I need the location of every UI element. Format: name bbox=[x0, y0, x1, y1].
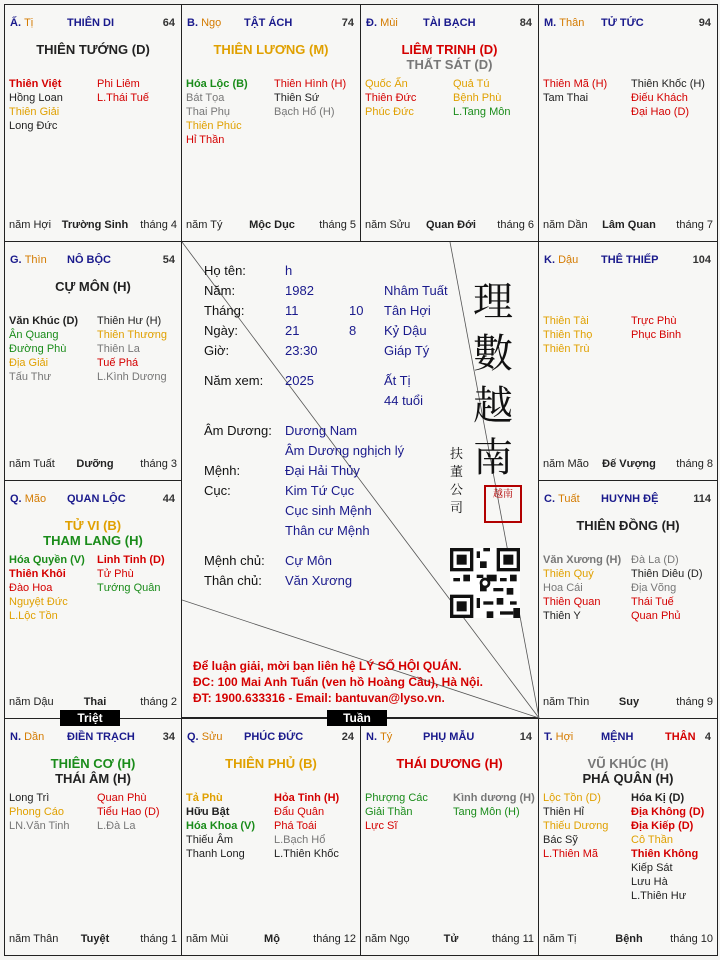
day-can: Kỷ Dậu bbox=[384, 323, 427, 338]
minor-star: Địa Giải bbox=[9, 357, 49, 369]
cuc-label: Cục: bbox=[204, 483, 231, 498]
minor-star: Thiên Khôi bbox=[9, 568, 66, 580]
palace-cell-than bbox=[538, 4, 718, 242]
minor-star: Quan Phù bbox=[97, 792, 147, 804]
minor-star: Phục Binh bbox=[631, 329, 682, 341]
cell-number: 44 bbox=[162, 493, 175, 505]
minor-star: Hỉ Thần bbox=[186, 134, 225, 146]
cell-month: tháng 9 bbox=[676, 696, 713, 708]
cell-footer bbox=[5, 933, 181, 947]
minor-star: Địa Không (D) bbox=[631, 806, 705, 818]
cell-month: tháng 12 bbox=[313, 933, 356, 945]
cell-stage: Tuyệt bbox=[80, 933, 110, 945]
cell-header bbox=[539, 17, 717, 31]
year-value: 1982 bbox=[285, 283, 314, 298]
cell-month: tháng 7 bbox=[676, 219, 713, 231]
minor-star: Bác Sỹ bbox=[543, 834, 578, 846]
contact-line2: ĐC: 100 Mai Anh Tuấn (ven hồ Hoàng Cầu), Hà Nội. bbox=[193, 675, 484, 689]
cell-palace: PHÚC ĐỨC bbox=[244, 731, 304, 743]
cell-header bbox=[5, 493, 181, 507]
minor-star: Tả Phù bbox=[186, 792, 223, 804]
minor-star: Hỏa Tinh (H) bbox=[274, 792, 340, 804]
cell-pos-code: C. bbox=[544, 493, 555, 505]
contact-line3: ĐT: 1900.633316 - Email: bantuvan@lyso.vn. bbox=[193, 691, 445, 705]
cell-footer bbox=[539, 458, 717, 472]
cell-year: năm Dần bbox=[543, 219, 588, 231]
cell-footer bbox=[182, 219, 360, 233]
cell-year: năm Hợi bbox=[9, 219, 52, 231]
minor-star: Tam Thai bbox=[543, 92, 589, 104]
minor-star: Tuế Phá bbox=[97, 357, 139, 369]
cell-month: tháng 2 bbox=[140, 696, 177, 708]
palace-cell-ty bbox=[4, 4, 182, 242]
month-label: Tháng: bbox=[204, 303, 245, 318]
cell-stage: Suy bbox=[618, 696, 640, 708]
cell-header bbox=[182, 17, 360, 31]
minor-star: Thiên Hình (H) bbox=[274, 78, 347, 90]
cell-header bbox=[539, 731, 717, 745]
cell-palace: MỆNH bbox=[601, 731, 634, 743]
cell-palace-than: THÂN bbox=[665, 731, 696, 743]
cell-number: 114 bbox=[693, 493, 711, 505]
minor-star: L.Đà La bbox=[97, 820, 136, 832]
cell-palace: NÔ BỘC bbox=[67, 254, 111, 266]
cell-stage: Dưỡng bbox=[76, 458, 114, 470]
minor-star: Bệnh Phù bbox=[453, 92, 502, 104]
palace-cell-dan bbox=[4, 718, 182, 956]
cell-header bbox=[361, 17, 538, 31]
minor-star: Linh Tinh (D) bbox=[97, 554, 165, 566]
palace-cell-dau bbox=[538, 241, 718, 481]
minor-star: Thái Tuế bbox=[631, 596, 674, 608]
minor-star: Đà La (D) bbox=[631, 554, 679, 566]
cell-month: tháng 6 bbox=[497, 219, 534, 231]
cell-position bbox=[10, 17, 33, 29]
cell-palace: THIÊN DI bbox=[67, 17, 115, 29]
cell-header bbox=[5, 254, 181, 268]
cell-pos-code: M. bbox=[544, 17, 557, 29]
minor-star: Phúc Đức bbox=[365, 106, 414, 118]
minor-star: Đào Hoa bbox=[9, 582, 53, 594]
menh-label: Mệnh: bbox=[204, 463, 241, 478]
minor-star: Hóa Kị (D) bbox=[631, 792, 685, 804]
thanchu-label: Thân chủ: bbox=[204, 573, 262, 588]
minor-star: Lộc Tồn (D) bbox=[543, 792, 601, 804]
minor-star: Ân Quang bbox=[9, 329, 59, 341]
cell-header bbox=[539, 493, 717, 507]
cell-pos-code: B. bbox=[187, 17, 198, 29]
cell-footer bbox=[5, 696, 181, 710]
view-year-label: Năm xem: bbox=[204, 373, 264, 388]
cell-pos-code: Ấ. bbox=[10, 17, 21, 29]
cell-position bbox=[544, 254, 578, 266]
menhchu-value: Cự Môn bbox=[285, 553, 332, 568]
minor-star: Thiên Việt bbox=[9, 78, 62, 90]
amduong-note: Âm Dương nghịch lý bbox=[285, 443, 405, 458]
main-star: THAM LANG (H) bbox=[43, 533, 143, 548]
minor-star: Phong Cáo bbox=[9, 806, 65, 818]
cell-footer bbox=[539, 696, 717, 710]
minor-star: Thiên Quý bbox=[543, 568, 594, 580]
main-star: THIÊN ĐỒNG (H) bbox=[576, 518, 680, 533]
minor-star: Nguyệt Đức bbox=[9, 596, 68, 608]
minor-star: Quả Tú bbox=[453, 78, 490, 90]
cell-position bbox=[544, 17, 584, 29]
minor-star: Thiếu Dương bbox=[543, 820, 609, 832]
cell-stage: Đế Vượng bbox=[602, 458, 656, 470]
minor-star: Tiểu Hao (D) bbox=[97, 806, 160, 818]
minor-star: Bát Tọa bbox=[186, 92, 225, 104]
palace-cell-hoi bbox=[538, 718, 718, 956]
minor-star: Điếu Khách bbox=[631, 92, 688, 104]
minor-star: Thiên Quan bbox=[543, 596, 601, 608]
cell-branch: Tý bbox=[380, 731, 393, 743]
cell-position bbox=[366, 17, 398, 29]
cell-branch: Hợi bbox=[555, 731, 574, 743]
cell-number: 54 bbox=[162, 254, 175, 266]
cell-stage: Trường Sinh bbox=[61, 219, 129, 231]
cell-number: 94 bbox=[698, 17, 711, 29]
main-star: THÁI DƯƠNG (H) bbox=[396, 756, 503, 771]
amduong-value: Dương Nam bbox=[285, 423, 358, 438]
cell-branch: Dần bbox=[24, 731, 45, 743]
cell-year: năm Thìn bbox=[543, 696, 590, 708]
minor-star: LN.Văn Tinh bbox=[9, 820, 70, 832]
cell-year: năm Mùi bbox=[186, 933, 229, 945]
cell-pos-code: Đ. bbox=[366, 17, 377, 29]
cell-month: tháng 10 bbox=[670, 933, 713, 945]
cell-footer bbox=[5, 219, 181, 233]
cell-number: 14 bbox=[519, 731, 532, 743]
minor-star: L.Thiên Hư bbox=[631, 890, 687, 902]
minor-star: Phá Toái bbox=[274, 820, 317, 832]
minor-star: Thiên Khốc (H) bbox=[631, 78, 705, 90]
cell-branch: Thân bbox=[559, 17, 585, 29]
cuc-value: Kim Tứ Cục bbox=[285, 483, 355, 498]
minor-star: Kiếp Sát bbox=[631, 862, 673, 874]
cell-footer bbox=[182, 933, 360, 947]
cell-branch: Ngọ bbox=[201, 17, 222, 29]
main-star: CỰ MÔN (H) bbox=[55, 279, 131, 294]
cell-header bbox=[5, 731, 181, 745]
cell-position bbox=[544, 731, 573, 743]
minor-star: Hồng Loan bbox=[9, 92, 63, 104]
cell-branch: Dậu bbox=[558, 254, 579, 266]
cell-footer bbox=[5, 458, 181, 472]
minor-star: Tướng Quân bbox=[97, 582, 161, 594]
minor-star: Đường Phù bbox=[9, 343, 67, 355]
amduong-label: Âm Dương: bbox=[204, 423, 272, 438]
year-can: Nhâm Tuất bbox=[384, 283, 448, 298]
minor-star: Thiên Giải bbox=[9, 106, 60, 118]
cell-month: tháng 3 bbox=[140, 458, 177, 470]
menh-value: Đại Hải Thủy bbox=[285, 463, 360, 478]
cell-branch: Mão bbox=[24, 493, 47, 505]
cell-stage: Quan Đới bbox=[426, 219, 476, 231]
cell-pos-code: N. bbox=[10, 731, 21, 743]
minor-star: Tang Môn (H) bbox=[453, 806, 520, 818]
cell-palace: QUAN LỘC bbox=[67, 493, 126, 505]
calligraphy-sub: 扶董公司 bbox=[450, 447, 464, 516]
minor-star: Thiếu Âm bbox=[186, 834, 234, 846]
minor-star: Hữu Bật bbox=[186, 806, 230, 818]
minor-star: Thiên Không bbox=[631, 848, 699, 860]
main-star: THẤT SÁT (D) bbox=[406, 57, 493, 72]
cell-footer bbox=[361, 933, 538, 947]
main-star: THIÊN TƯỚNG (D) bbox=[36, 42, 150, 57]
cell-stage: Mộ bbox=[264, 933, 280, 945]
cell-pos-code: T. bbox=[544, 731, 553, 743]
cell-month: tháng 8 bbox=[676, 458, 713, 470]
age-value: 44 tuổi bbox=[384, 393, 424, 408]
year-label: Năm: bbox=[204, 283, 236, 298]
cell-position bbox=[10, 731, 44, 743]
cell-pos-code: N. bbox=[366, 731, 377, 743]
cell-month: tháng 1 bbox=[140, 933, 177, 945]
tuan-tag: Tuần bbox=[327, 710, 387, 726]
minor-star: Thiên Hư (H) bbox=[97, 315, 162, 327]
minor-star: Thiên Thương bbox=[97, 329, 168, 341]
name-label: Họ tên: bbox=[204, 263, 246, 278]
palace-cell-suu bbox=[181, 718, 361, 956]
menhchu-label: Mệnh chủ: bbox=[204, 553, 265, 568]
minor-star: L.Thiên Khốc bbox=[274, 848, 339, 860]
cell-palace: PHỤ MẪU bbox=[423, 731, 475, 743]
cell-header bbox=[361, 731, 538, 745]
cell-year: năm Sửu bbox=[365, 219, 411, 231]
cell-branch: Mùi bbox=[380, 17, 398, 29]
palace-cell-mui bbox=[360, 4, 539, 242]
cell-position bbox=[187, 731, 223, 743]
hour-can: Giáp Tý bbox=[384, 343, 430, 358]
minor-star: Bạch Hổ (H) bbox=[274, 106, 335, 118]
cell-position bbox=[187, 17, 221, 29]
palace-cell-thin bbox=[4, 241, 182, 481]
cell-palace: TẬT ÁCH bbox=[244, 17, 293, 29]
minor-star: Long Trì bbox=[9, 792, 50, 804]
cell-footer bbox=[539, 933, 717, 947]
minor-star: Long Đức bbox=[9, 120, 58, 132]
day-lunar: 8 bbox=[349, 323, 357, 338]
palace-cell-ngo bbox=[181, 4, 361, 242]
cell-year: năm Ngọ bbox=[365, 933, 410, 945]
cell-branch: Tị bbox=[24, 17, 34, 29]
minor-star: Trực Phù bbox=[631, 315, 677, 327]
cell-number: 4 bbox=[704, 731, 711, 743]
minor-star: Quan Phủ bbox=[631, 610, 681, 622]
cell-branch: Thìn bbox=[24, 254, 47, 266]
minor-star: Kình dương (H) bbox=[453, 792, 535, 804]
cell-number: 104 bbox=[692, 254, 711, 266]
cell-pos-code: Q. bbox=[10, 493, 22, 505]
minor-star: Địa Võng bbox=[631, 582, 677, 594]
minor-star: Hóa Quyền (V) bbox=[9, 554, 85, 566]
minor-star: L.Lộc Tồn bbox=[9, 610, 58, 622]
cell-number: 64 bbox=[162, 17, 175, 29]
main-star: THIÊN PHỦ (B) bbox=[225, 756, 317, 771]
day-value: 21 bbox=[285, 323, 300, 338]
view-year-value: 2025 bbox=[285, 373, 314, 388]
calligraphy-title: 理數越南 bbox=[473, 279, 513, 481]
cell-year: năm Tuất bbox=[9, 458, 55, 470]
cell-year: năm Mão bbox=[543, 458, 589, 470]
hour-label: Giờ: bbox=[204, 343, 230, 358]
cuc-note2: Thân cư Mệnh bbox=[285, 523, 370, 538]
cell-number: 24 bbox=[341, 731, 354, 743]
minor-star: L.Kình Dương bbox=[97, 371, 167, 383]
cell-number: 74 bbox=[341, 17, 354, 29]
cuc-note1: Cục sinh Mệnh bbox=[285, 503, 372, 518]
cell-header bbox=[539, 254, 717, 268]
main-star: LIÊM TRINH (D) bbox=[401, 42, 498, 57]
cell-palace: TÀI BẠCH bbox=[423, 17, 476, 29]
cell-number: 34 bbox=[162, 731, 175, 743]
cell-footer bbox=[539, 219, 717, 233]
minor-star: Hóa Lộc (B) bbox=[186, 78, 248, 90]
contact-line1: Để luận giải, mời bạn liên hệ LÝ SỐ HỘI QUÁN. bbox=[193, 659, 462, 673]
thanchu-value: Văn Xương bbox=[285, 573, 353, 588]
view-year-can: Ất Tị bbox=[384, 373, 411, 388]
cell-pos-code: G. bbox=[10, 254, 22, 266]
palace-cell-tuat bbox=[538, 480, 718, 719]
minor-star: Phượng Các bbox=[365, 792, 428, 804]
month-can: Tân Hợi bbox=[384, 303, 431, 318]
cell-branch: Tuất bbox=[558, 493, 580, 505]
cell-pos-code: K. bbox=[544, 254, 555, 266]
minor-star: Thiên Hỉ bbox=[543, 806, 584, 818]
cell-header bbox=[182, 731, 360, 745]
minor-star: L.Thái Tuế bbox=[97, 92, 149, 104]
minor-star: Văn Xương (H) bbox=[543, 554, 622, 566]
cell-pos-code: Q. bbox=[187, 731, 199, 743]
minor-star: Thiên Mã (H) bbox=[543, 78, 608, 90]
cell-palace: ĐIỀN TRẠCH bbox=[67, 731, 135, 743]
minor-star: Phi Liêm bbox=[97, 78, 140, 90]
minor-star: Tấu Thư bbox=[9, 371, 52, 383]
cell-footer bbox=[361, 219, 538, 233]
minor-star: Thiên Sứ bbox=[274, 92, 320, 104]
cell-stage: Mộc Dục bbox=[249, 219, 295, 231]
main-star: VŨ KHÚC (H) bbox=[587, 756, 669, 771]
hour-value: 23:30 bbox=[285, 343, 318, 358]
cell-position bbox=[544, 493, 580, 505]
minor-star: Địa Kiếp (D) bbox=[631, 820, 694, 832]
cell-stage: Thai bbox=[83, 696, 107, 708]
cell-month: tháng 4 bbox=[140, 219, 177, 231]
minor-star: Đẩu Quân bbox=[274, 806, 325, 818]
cell-header bbox=[5, 17, 181, 31]
month-value: 11 bbox=[285, 303, 299, 318]
main-star: THIÊN LƯƠNG (M) bbox=[213, 42, 329, 57]
cell-number: 84 bbox=[519, 17, 532, 29]
minor-star: Quốc Ấn bbox=[365, 78, 408, 90]
cell-stage: Lâm Quan bbox=[602, 219, 656, 231]
main-star: THIÊN CƠ (H) bbox=[50, 756, 136, 771]
minor-star: Thanh Long bbox=[186, 848, 245, 860]
main-star: THÁI ÂM (H) bbox=[55, 771, 131, 786]
minor-star: Văn Khúc (D) bbox=[9, 315, 79, 327]
triet-tag: Triệt bbox=[60, 710, 120, 726]
palace-cell-ty2 bbox=[360, 718, 539, 956]
red-seal: 越南 bbox=[484, 485, 522, 523]
minor-star: Thiên Y bbox=[543, 610, 581, 622]
name-value: h bbox=[285, 263, 293, 278]
cell-branch: Sửu bbox=[201, 731, 223, 743]
minor-star: L.Bạch Hổ bbox=[274, 834, 326, 846]
cell-stage: Tử bbox=[443, 933, 459, 945]
qr-code bbox=[450, 548, 520, 618]
cell-position bbox=[10, 254, 47, 266]
minor-star: L.Tang Môn bbox=[453, 106, 511, 118]
cell-position bbox=[10, 493, 46, 505]
cell-position bbox=[366, 731, 392, 743]
minor-star: Giải Thần bbox=[365, 806, 413, 818]
day-label: Ngày: bbox=[204, 323, 238, 338]
main-star: PHÁ QUÂN (H) bbox=[582, 771, 674, 786]
cell-year: năm Thân bbox=[9, 933, 59, 945]
minor-star: Lưu Hà bbox=[631, 876, 668, 888]
cell-palace: TỬ TỨC bbox=[601, 17, 644, 29]
cell-stage: Bệnh bbox=[615, 933, 643, 945]
month-lunar: 10 bbox=[349, 303, 364, 318]
minor-star: Thiên Đức bbox=[365, 92, 417, 104]
cell-month: tháng 5 bbox=[319, 219, 356, 231]
minor-star: Tử Phù bbox=[97, 568, 134, 580]
minor-star: Lực Sĩ bbox=[365, 820, 398, 832]
main-star: TỬ VI (B) bbox=[64, 518, 122, 533]
minor-star: Đại Hao (D) bbox=[631, 106, 690, 118]
minor-star: Cô Thần bbox=[631, 834, 673, 846]
cell-palace: THÊ THIẾP bbox=[601, 254, 659, 266]
minor-star: Hóa Khoa (V) bbox=[186, 820, 256, 832]
minor-star: Thiên Thọ bbox=[543, 329, 593, 341]
palace-cell-mao bbox=[4, 480, 182, 719]
cell-palace: HUYNH ĐỆ bbox=[601, 493, 659, 505]
minor-star: L.Thiên Mã bbox=[543, 848, 599, 860]
cell-year: năm Dậu bbox=[9, 696, 54, 708]
cell-year: năm Tị bbox=[543, 933, 577, 945]
minor-star: Thiên Phúc bbox=[186, 120, 242, 132]
minor-star: Thiên Trù bbox=[543, 343, 590, 355]
minor-star: Thiên Tài bbox=[543, 315, 589, 327]
minor-star: Hoa Cái bbox=[543, 582, 583, 594]
cell-month: tháng 11 bbox=[491, 933, 534, 945]
cell-year: năm Tý bbox=[186, 219, 223, 231]
minor-star: Thiên La bbox=[97, 343, 140, 355]
minor-star: Thai Phụ bbox=[186, 106, 231, 118]
minor-star: Thiên Diêu (D) bbox=[631, 568, 703, 580]
